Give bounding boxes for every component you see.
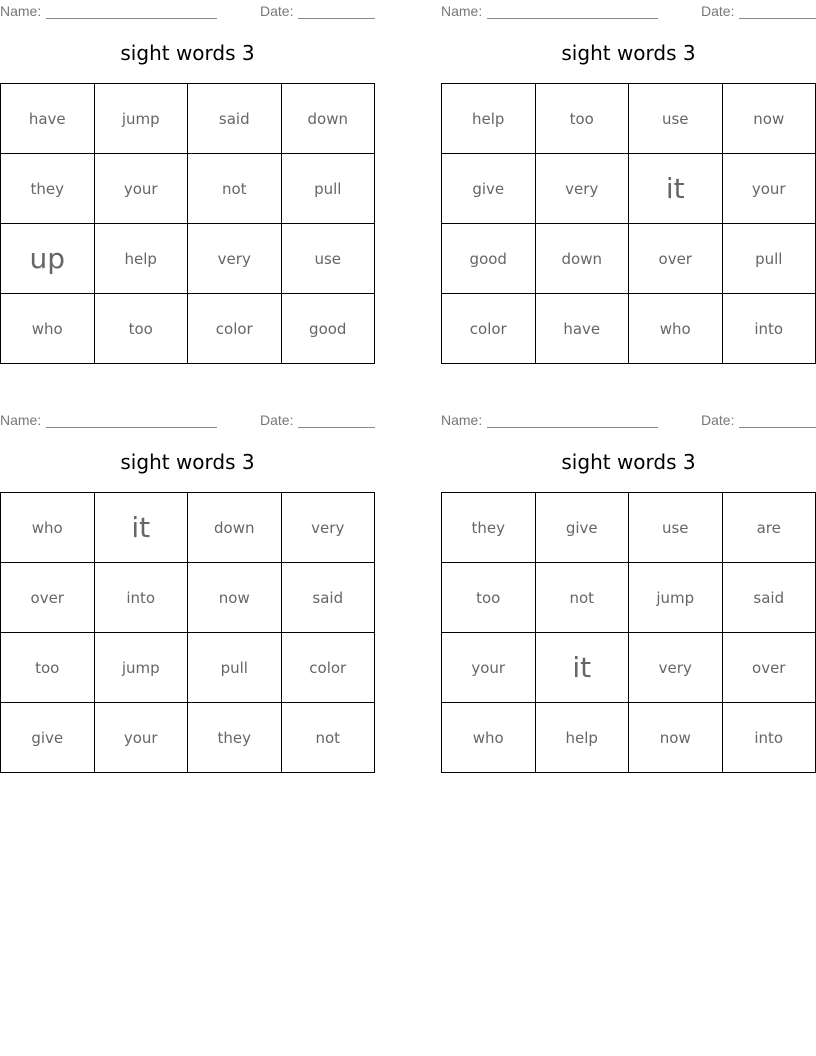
name-blank-line (487, 18, 658, 19)
grid-cell: into (722, 703, 816, 773)
grid-row (442, 703, 816, 773)
grid-cell: use (629, 84, 723, 154)
grid-cell: help (94, 224, 188, 294)
card-title: sight words 3 (561, 450, 696, 474)
grid-cell: your (722, 154, 816, 224)
grid-cell: your (94, 703, 188, 773)
grid-row (442, 294, 816, 364)
grid-row (442, 154, 816, 224)
grid-cell: pull (188, 633, 282, 703)
name-date-header (441, 3, 816, 21)
grid-cell: give (535, 493, 629, 563)
grid-cell: not (281, 703, 375, 773)
grid-cell: they (188, 703, 282, 773)
grid-cell: your (442, 633, 536, 703)
grid-cell: who (629, 294, 723, 364)
grid-row (1, 493, 375, 563)
grid-cell: now (629, 703, 723, 773)
grid-cell: jump (94, 633, 188, 703)
grid-row (442, 84, 816, 154)
grid-cell: said (281, 563, 375, 633)
grid-cell: not (188, 154, 282, 224)
grid-cell: have (1, 84, 95, 154)
grid-cell: pull (281, 154, 375, 224)
grid-cell: too (94, 294, 188, 364)
grid-cell: into (722, 294, 816, 364)
grid-cell: jump (94, 84, 188, 154)
date-label: Date: (260, 3, 294, 19)
bingo-grid (441, 492, 816, 773)
grid-cell: into (94, 563, 188, 633)
grid-cell: jump (629, 563, 723, 633)
bingo-grid (441, 83, 816, 364)
grid-cell: over (722, 633, 816, 703)
grid-cell: use (281, 224, 375, 294)
grid-cell: who (1, 493, 95, 563)
grid-row (1, 294, 375, 364)
grid-row (1, 703, 375, 773)
grid-cell: very (629, 633, 723, 703)
card-title: sight words 3 (120, 450, 255, 474)
grid-cell: give (1, 703, 95, 773)
grid-cell: very (535, 154, 629, 224)
grid-row (442, 224, 816, 294)
name-label: Name: (0, 412, 42, 428)
grid-cell: down (188, 493, 282, 563)
date-label: Date: (260, 412, 294, 428)
grid-row (1, 224, 375, 294)
grid-cell: who (442, 703, 536, 773)
grid-cell: your (94, 154, 188, 224)
grid-cell: too (442, 563, 536, 633)
name-blank-line (487, 427, 658, 428)
card-title: sight words 3 (120, 41, 255, 65)
grid-cell: down (535, 224, 629, 294)
grid-cell: they (1, 154, 95, 224)
grid-cell: now (722, 84, 816, 154)
bingo-card (441, 409, 816, 747)
grid-cell: they (442, 493, 536, 563)
name-date-header (0, 412, 375, 430)
grid-cell: who (1, 294, 95, 364)
name-date-header (0, 3, 375, 21)
grid-cell: give (442, 154, 536, 224)
grid-row (1, 84, 375, 154)
grid-cell: it (629, 154, 723, 224)
grid-cell: very (281, 493, 375, 563)
grid-cell: not (535, 563, 629, 633)
grid-cell: very (188, 224, 282, 294)
grid-cell: up (1, 224, 95, 294)
grid-cell: too (1, 633, 95, 703)
grid-cell: are (722, 493, 816, 563)
name-date-header (441, 412, 816, 430)
date-blank-line (739, 427, 816, 428)
grid-row (1, 633, 375, 703)
date-blank-line (298, 18, 375, 19)
name-blank-line (46, 18, 217, 19)
grid-row (1, 563, 375, 633)
grid-cell: help (535, 703, 629, 773)
grid-cell: have (535, 294, 629, 364)
date-blank-line (739, 18, 816, 19)
grid-cell: over (629, 224, 723, 294)
date-blank-line (298, 427, 375, 428)
bingo-card (0, 409, 375, 747)
grid-cell: color (281, 633, 375, 703)
grid-cell: down (281, 84, 375, 154)
date-label: Date: (701, 412, 735, 428)
grid-row (442, 493, 816, 563)
grid-cell: too (535, 84, 629, 154)
bingo-card (0, 0, 375, 338)
name-label: Name: (441, 412, 483, 428)
grid-cell: good (442, 224, 536, 294)
grid-cell: said (722, 563, 816, 633)
name-blank-line (46, 427, 217, 428)
grid-cell: over (1, 563, 95, 633)
card-title: sight words 3 (561, 41, 696, 65)
grid-cell: good (281, 294, 375, 364)
grid-cell: pull (722, 224, 816, 294)
grid-cell: said (188, 84, 282, 154)
name-label: Name: (0, 3, 42, 19)
grid-row (442, 633, 816, 703)
grid-row (1, 154, 375, 224)
bingo-card (441, 0, 816, 338)
grid-cell: now (188, 563, 282, 633)
grid-cell: color (188, 294, 282, 364)
grid-cell: it (535, 633, 629, 703)
grid-cell: it (94, 493, 188, 563)
name-label: Name: (441, 3, 483, 19)
bingo-grid (0, 492, 375, 773)
grid-cell: use (629, 493, 723, 563)
grid-row (442, 563, 816, 633)
bingo-grid (0, 83, 375, 364)
grid-cell: color (442, 294, 536, 364)
grid-cell: help (442, 84, 536, 154)
date-label: Date: (701, 3, 735, 19)
